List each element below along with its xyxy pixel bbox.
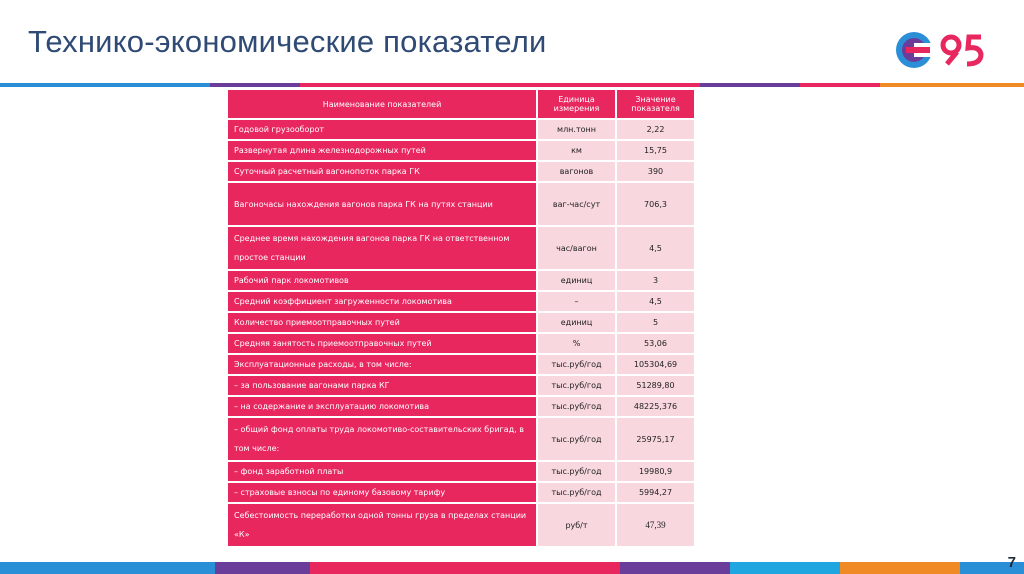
row-name-cell: – на содержание и эксплуатацию локомотива xyxy=(228,397,538,416)
table-row xyxy=(228,462,694,481)
row-value-cell: 706,3 xyxy=(617,183,694,225)
row-name-cell: Рабочий парк локомотивов xyxy=(228,271,538,290)
row-value-cell: 5 xyxy=(617,313,694,332)
slide-title: Технико-экономические показатели xyxy=(28,24,547,59)
row-unit-cell: тыс.руб/год xyxy=(538,355,617,374)
table-row xyxy=(228,418,694,460)
row-unit-cell: – xyxy=(538,292,617,311)
row-value-cell: 47,39 xyxy=(617,504,694,546)
row-name-cell: Средний коэффициент загруженности локомотива xyxy=(228,292,538,311)
row-unit-cell: км xyxy=(538,141,617,160)
header-name: Наименование показателей xyxy=(228,90,538,118)
row-unit-cell: ваг-час/сут xyxy=(538,183,617,225)
row-value-cell: 4,5 xyxy=(617,292,694,311)
row-value-cell: 2,22 xyxy=(617,120,694,139)
company-logo xyxy=(893,28,993,72)
table-body xyxy=(228,120,694,546)
row-name-cell: Вагоночасы нахождения вагонов парка ГК на путях станции xyxy=(228,183,538,225)
table-row xyxy=(228,227,694,269)
table-row xyxy=(228,162,694,181)
row-name-cell: – страховые взносы по единому базовому тарифу xyxy=(228,483,538,502)
row-unit-cell: млн.тонн xyxy=(538,120,617,139)
row-value-cell: 25975,17 xyxy=(617,418,694,460)
row-value-cell: 51289,80 xyxy=(617,376,694,395)
bottom-color-bar xyxy=(0,556,1024,574)
row-unit-cell: тыс.руб/год xyxy=(538,376,617,395)
table-row xyxy=(228,292,694,311)
logo-digit-one xyxy=(943,37,959,53)
header-value: Значение показателя xyxy=(617,90,694,118)
row-value-cell: 48225,376 xyxy=(617,397,694,416)
table-row xyxy=(228,376,694,395)
row-name-cell: Среднее время нахождения вагонов парка ГК на ответственном простое станции xyxy=(228,227,538,269)
row-name-cell: – фонд заработной платы xyxy=(228,462,538,481)
logo-bar-red xyxy=(906,47,930,53)
row-value-cell: 4,5 xyxy=(617,227,694,269)
row-value-cell: 3 xyxy=(617,271,694,290)
table-row xyxy=(228,334,694,353)
table-header-row xyxy=(228,90,694,118)
table-row xyxy=(228,313,694,332)
row-value-cell: 390 xyxy=(617,162,694,181)
table-row xyxy=(228,355,694,374)
row-name-cell: Средняя занятость приемоотправочных путей xyxy=(228,334,538,353)
row-value-cell: 19980,9 xyxy=(617,462,694,481)
row-value-cell: 15,75 xyxy=(617,141,694,160)
indicators-table xyxy=(228,88,694,548)
row-unit-cell: вагонов xyxy=(538,162,617,181)
row-value-cell: 105304,69 xyxy=(617,355,694,374)
row-name-cell: – общий фонд оплаты труда локомотиво-составительских бригад, в том числе: xyxy=(228,418,538,460)
table-row xyxy=(228,120,694,139)
table-row xyxy=(228,271,694,290)
row-unit-cell: единиц xyxy=(538,271,617,290)
row-unit-cell: руб/т xyxy=(538,504,617,546)
table-row xyxy=(228,483,694,502)
row-name-cell: – за пользование вагонами парка КГ xyxy=(228,376,538,395)
row-unit-cell: час/вагон xyxy=(538,227,617,269)
row-unit-cell: единиц xyxy=(538,313,617,332)
row-name-cell: Годовой грузооборот xyxy=(228,120,538,139)
top-color-bar xyxy=(0,83,1024,87)
table-row xyxy=(228,141,694,160)
row-name-cell: Эксплуатационные расходы, в том числе: xyxy=(228,355,538,374)
row-value-cell: 5994,27 xyxy=(617,483,694,502)
row-name-cell: Себестоимость переработки одной тонны груза в пределах станции «К» xyxy=(228,504,538,546)
row-name-cell: Количество приемоотправочных путей xyxy=(228,313,538,332)
row-unit-cell: тыс.руб/год xyxy=(538,397,617,416)
row-unit-cell: % xyxy=(538,334,617,353)
table-row xyxy=(228,183,694,225)
row-unit-cell: тыс.руб/год xyxy=(538,483,617,502)
logo-digit-two xyxy=(967,37,981,64)
table-row xyxy=(228,397,694,416)
row-unit-cell: тыс.руб/год xyxy=(538,418,617,460)
row-value-cell: 53,06 xyxy=(617,334,694,353)
table-row xyxy=(228,504,694,546)
row-name-cell: Суточный расчетный вагонопоток парка ГК xyxy=(228,162,538,181)
page-number: 7 xyxy=(1007,554,1016,571)
header-unit: Единица измерения xyxy=(538,90,617,118)
row-unit-cell: тыс.руб/год xyxy=(538,462,617,481)
row-name-cell: Развернутая длина железнодорожных путей xyxy=(228,141,538,160)
